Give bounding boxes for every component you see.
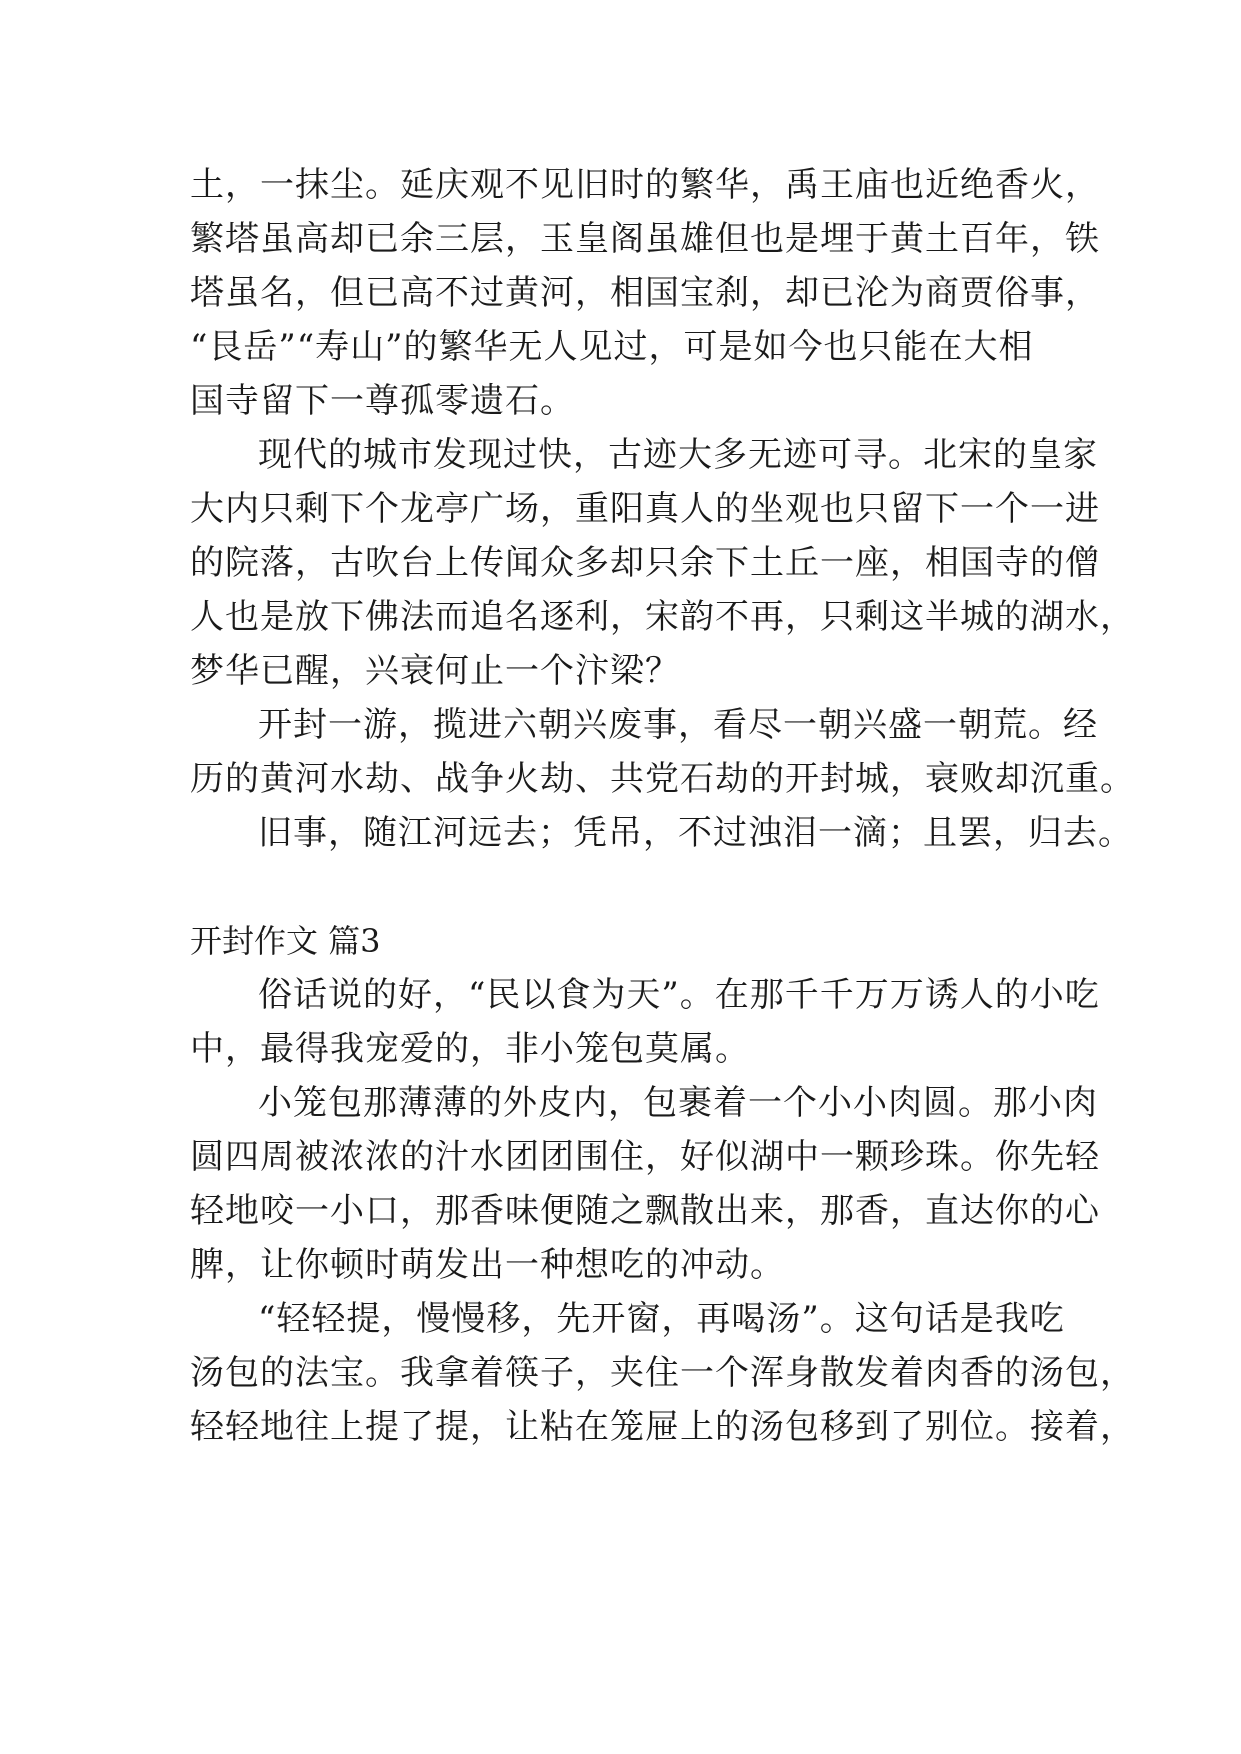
text-line: “艮岳”“寿山”的繁华无人见过，可是如今也只能在大相: [190, 327, 1034, 367]
text-line: 轻轻地往上提了提，让粘在笼屉上的汤包移到了别位。接着，: [190, 1407, 1135, 1447]
text-line: 小笼包那薄薄的外皮内，包裹着一个小小肉圆。那小肉: [258, 1083, 1098, 1123]
text-line: 繁塔虽高却已余三层，玉皇阁虽雄但也是埋于黄土百年，铁: [190, 219, 1100, 259]
text-line: 历的黄河水劫、战争火劫、共党石劫的开封城，衰败却沉重。: [190, 759, 1135, 799]
text-line: 轻地咬一小口，那香味便随之飘散出来，那香，直达你的心: [190, 1191, 1100, 1231]
paragraph-xiaolongbao: [190, 1076, 1100, 1292]
text-line: 旧事，随江河远去；凭吊，不过浊泪一滴；且罢，归去。: [258, 813, 1133, 853]
section-heading: 开封作文 篇3: [190, 922, 381, 960]
paragraph-old-things: [190, 806, 1133, 860]
text-line: 土，一抹尘。延庆观不见旧时的繁华，禹王庙也近绝香火，: [190, 165, 1100, 205]
text-line: 俗话说的好，“民以食为天”。在那千千万万诱人的小吃: [258, 975, 1100, 1015]
text-line: 大内只剩下个龙亭广场，重阳真人的坐观也只留下一个一进: [190, 489, 1100, 529]
text-line: 中，最得我宠爱的，非小笼包莫属。: [190, 1029, 750, 1069]
paragraph-continuation: [190, 158, 1100, 428]
text-line: “轻轻提，慢慢移，先开窗，再喝汤”。这句话是我吃: [258, 1299, 1065, 1339]
section-gap: [190, 860, 1070, 914]
text-line: 现代的城市发现过快，古迹大多无迹可寻。北宋的皇家: [258, 435, 1098, 475]
text-line: 汤包的法宝。我拿着筷子，夹住一个浑身散发着肉香的汤包，: [190, 1353, 1135, 1393]
text-line: 的院落，古吹台上传闻众多却只余下土丘一座，相国寺的僧: [190, 543, 1100, 583]
paragraph-eating-method: [190, 1292, 1135, 1454]
paragraph-modern-city: [190, 428, 1135, 698]
paragraph-proverb: [190, 968, 1100, 1076]
text-line: 梦华已醒，兴衰何止一个汴梁？: [190, 651, 680, 691]
paragraph-kaifeng-trip: [190, 698, 1135, 806]
text-line: 塔虽名，但已高不过黄河，相国宝刹，却已沦为商贾俗事，: [190, 273, 1100, 313]
document-page: [190, 158, 1135, 1454]
text-line: 脾，让你顿时萌发出一种想吃的冲动。: [190, 1245, 785, 1285]
text-line: 人也是放下佛法而追名逐利，宋韵不再，只剩这半城的湖水，: [190, 597, 1135, 637]
text-line: 圆四周被浓浓的汁水团团围住，好似湖中一颗珍珠。你先轻: [190, 1137, 1100, 1177]
text-line: 开封一游，揽进六朝兴废事，看尽一朝兴盛一朝荒。经: [258, 705, 1098, 745]
text-line: 国寺留下一尊孤零遗石。: [190, 381, 575, 421]
